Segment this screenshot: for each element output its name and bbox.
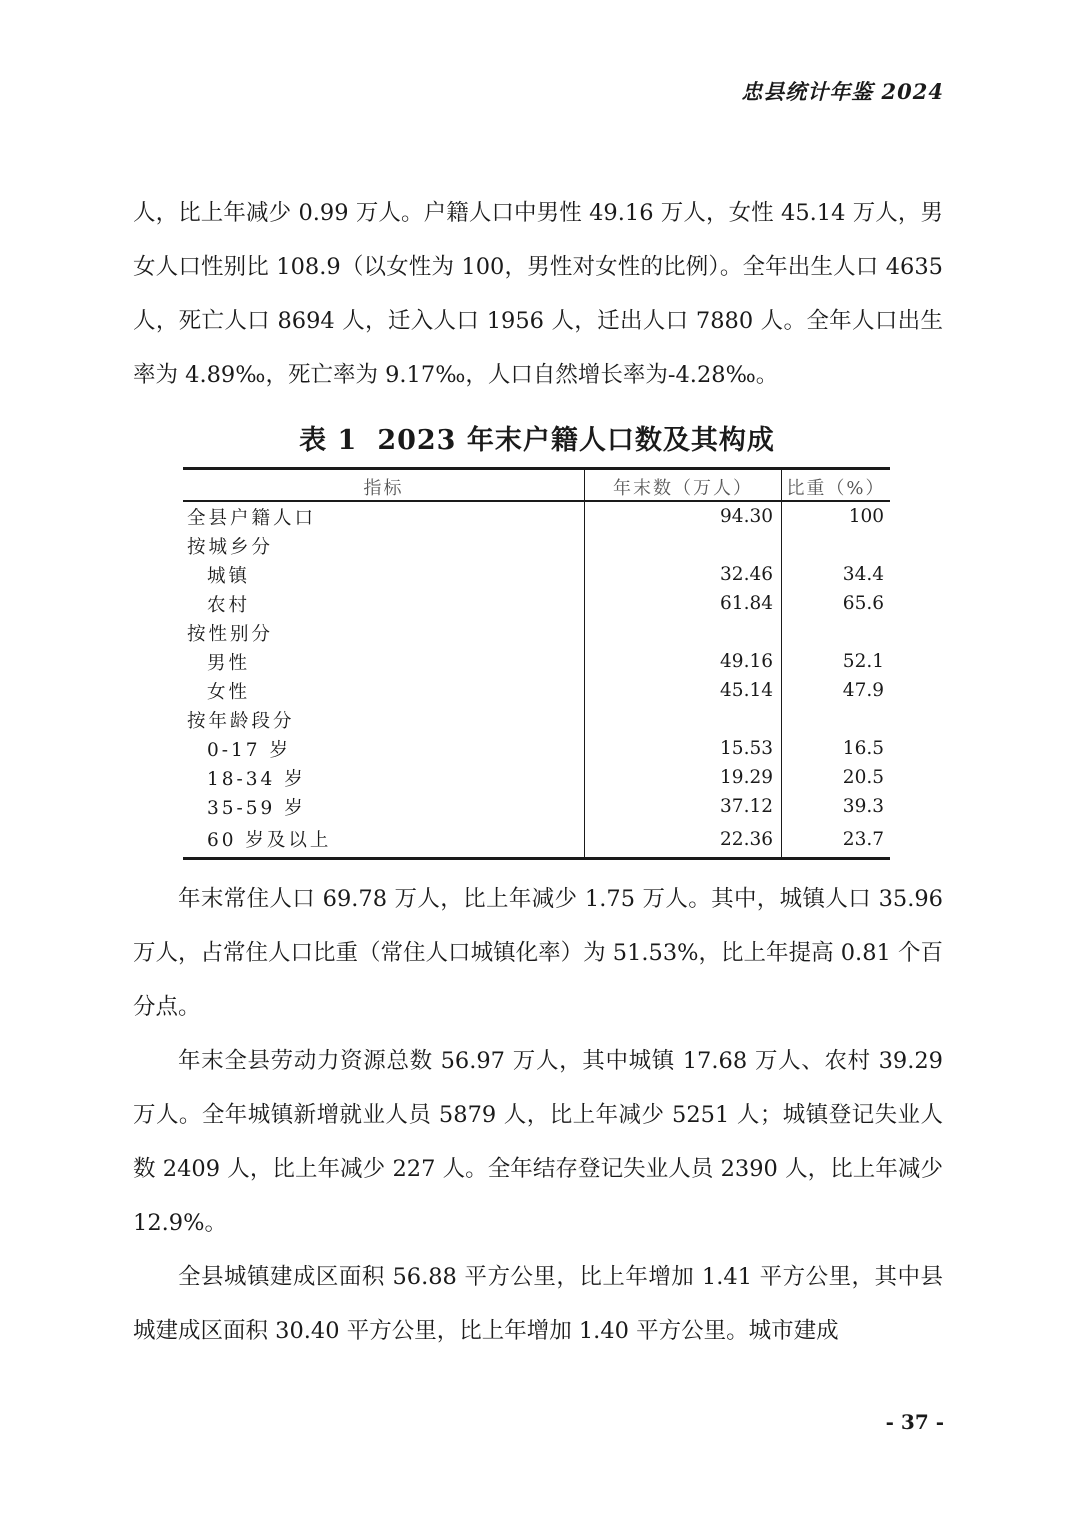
row-value [585, 531, 782, 560]
table-row [183, 589, 890, 618]
paragraph-population-births: 人，比上年减少 0.99 万人。户籍人口中男性 49.16 万人，女性 45.14 万人，男女人口性别比 108.9（以女性为 100，男性对女性的比例）。全年出生人口 4635 人，死亡人口 8694 人，迁入人口 1956 人，迁出人口 7880 人。全年人口出生率为 4.89‰，死亡率为 9.17‰，人口自然增长率为-4.28‰。 [133, 200, 943, 388]
row-label: 男性 [207, 652, 251, 674]
row-label: 按城乡分 [187, 536, 274, 558]
row-value: 15.53 [585, 734, 782, 763]
paragraph-resident-population: 年末常住人口 69.78 万人，比上年减少 1.75 万人。其中，城镇人口 35.96 万人，占常住人口比重（常住人口城镇化率）为 51.53%，比上年提高 0.81 个百分点。 [133, 886, 943, 1020]
row-value: 45.14 [585, 676, 782, 705]
column-header-indicator: 指标 [363, 478, 404, 499]
row-share: 39.3 [782, 792, 891, 821]
table-row [183, 792, 890, 821]
row-share [782, 705, 891, 734]
row-label: 农村 [207, 594, 251, 616]
row-share: 34.4 [782, 560, 891, 589]
table-row [183, 821, 890, 859]
row-label: 全县户籍人口 [187, 507, 317, 529]
row-value: 94.30 [585, 501, 782, 531]
row-share: 100 [782, 501, 891, 531]
table-row [183, 705, 890, 734]
row-value: 19.29 [585, 763, 782, 792]
row-share: 52.1 [782, 647, 891, 676]
row-share: 65.6 [782, 589, 891, 618]
running-header-title: 忠县统计年鉴 2024 [741, 79, 944, 104]
row-value: 37.12 [585, 792, 782, 821]
row-share: 20.5 [782, 763, 891, 792]
table-row [183, 618, 890, 647]
row-label: 35-59 岁 [207, 797, 306, 819]
row-share: 47.9 [782, 676, 891, 705]
page-number: - 37 - [885, 1410, 944, 1434]
column-header-share: 比重（%） [782, 469, 891, 502]
row-label: 女性 [207, 681, 251, 703]
table-row [183, 676, 890, 705]
table-row [183, 734, 890, 763]
row-label: 城镇 [207, 565, 251, 587]
table-row [183, 531, 890, 560]
table-row [183, 647, 890, 676]
row-share: 16.5 [782, 734, 891, 763]
population-table [183, 467, 890, 860]
row-label: 按性别分 [187, 623, 274, 645]
table-caption: 2023 年末户籍人口数及其构成 [377, 425, 775, 456]
table-row [183, 560, 890, 589]
row-label: 18-34 岁 [207, 768, 306, 790]
row-value [585, 618, 782, 647]
table-number: 表 1 [299, 425, 358, 456]
table-row [183, 763, 890, 792]
table-row [183, 501, 890, 531]
row-share: 23.7 [782, 821, 891, 859]
row-value: 61.84 [585, 589, 782, 618]
table-header-row [183, 469, 890, 502]
row-label: 0-17 岁 [207, 739, 291, 761]
row-value: 32.46 [585, 560, 782, 589]
paragraph-urban-area: 全县城镇建成区面积 56.88 平方公里，比上年增加 1.41 平方公里，其中县城建成区面积 30.40 平方公里，比上年增加 1.40 平方公里。城市建成 [133, 1264, 943, 1344]
row-label: 按年龄段分 [187, 710, 295, 732]
column-header-year-end-count: 年末数（万人） [585, 469, 782, 502]
row-value: 22.36 [585, 821, 782, 859]
row-value [585, 705, 782, 734]
row-value: 49.16 [585, 647, 782, 676]
table-title [0, 418, 1074, 457]
paragraph-labor-employment: 年末全县劳动力资源总数 56.97 万人，其中城镇 17.68 万人、农村 39.29 万人。全年城镇新增就业人员 5879 人，比上年减少 5251 人；城镇登记失业人数 2409 人，比上年减少 227 人。全年结存登记失业人员 2390 人，比上年减少 12.9%。 [133, 1048, 943, 1236]
row-label: 60 岁及以上 [207, 830, 332, 851]
row-share [782, 618, 891, 647]
row-share [782, 531, 891, 560]
